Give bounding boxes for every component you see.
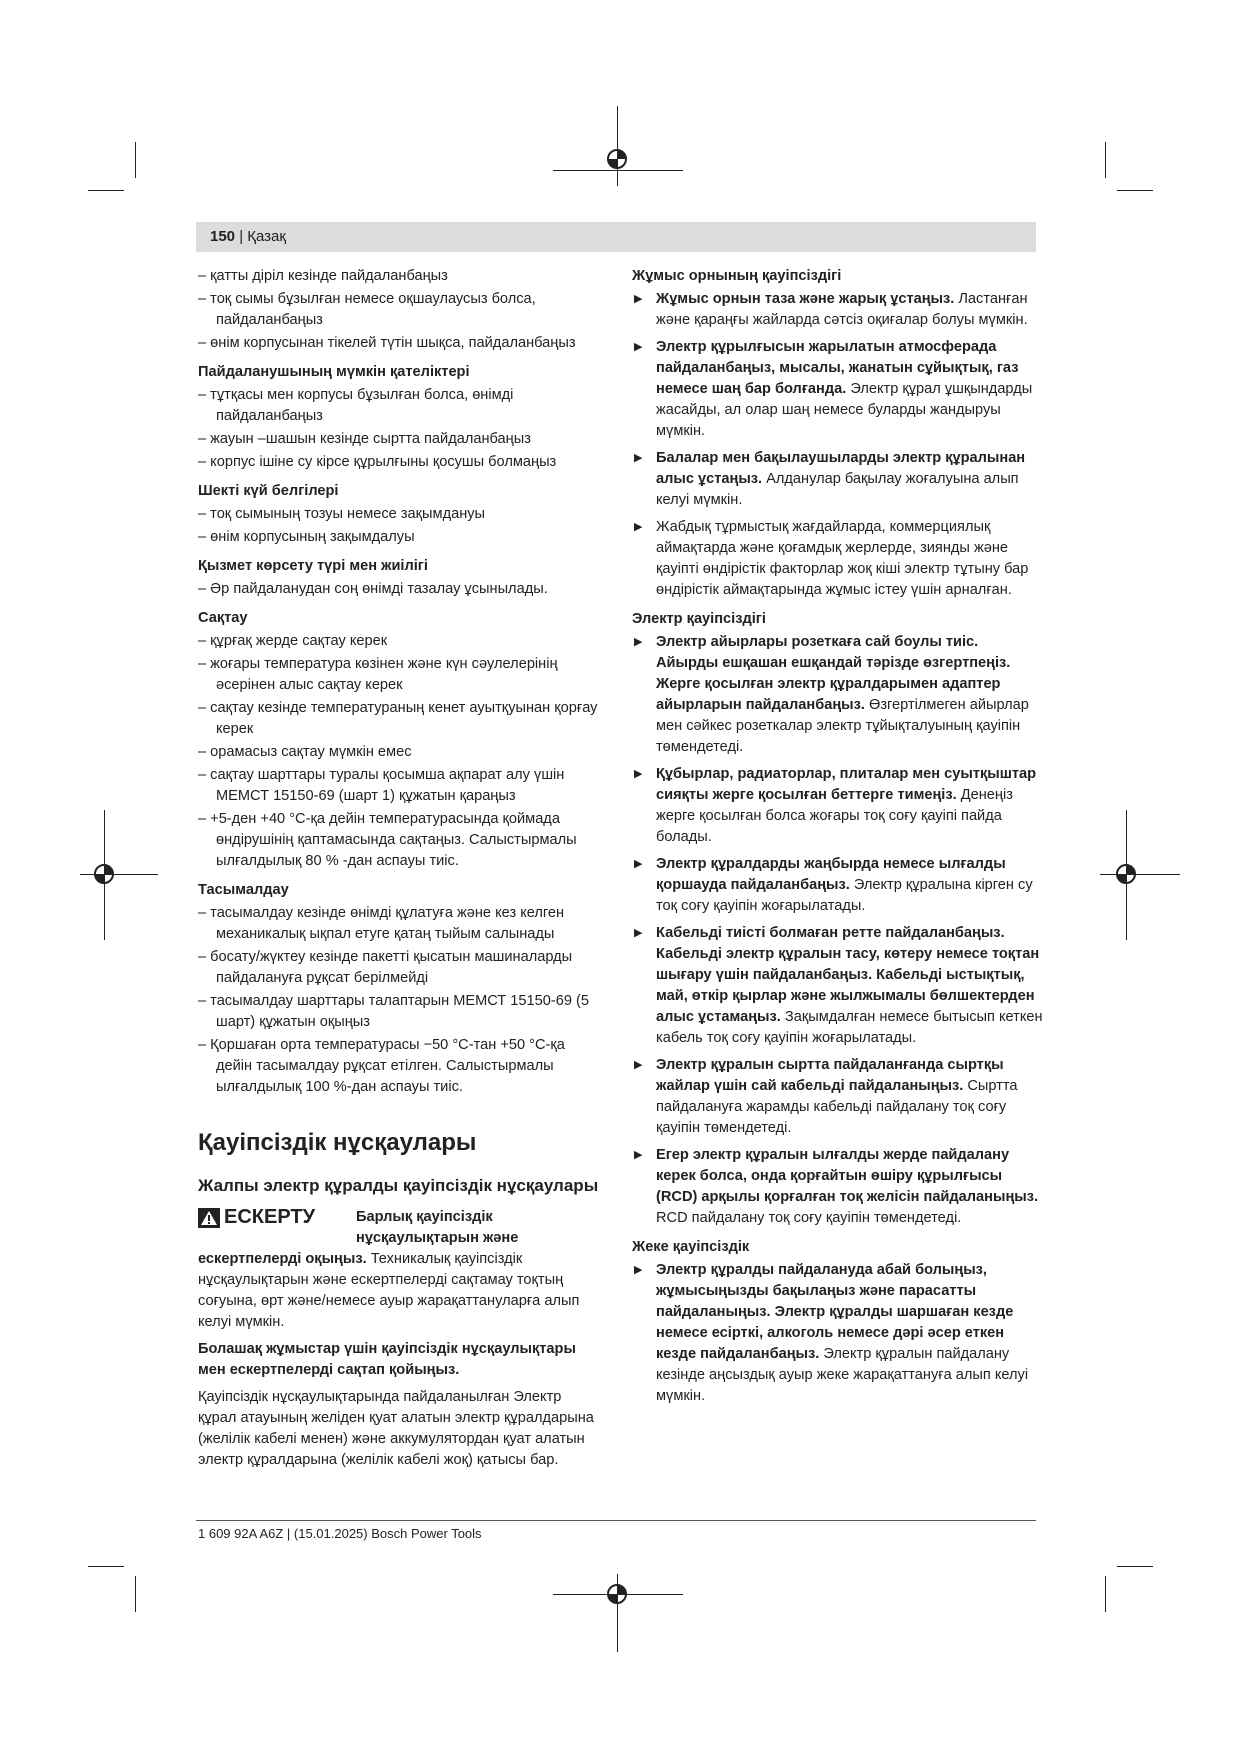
- keep-instructions: Болашақ жұмыстар үшін қауіпсіздік нұсқаулықтары мен ескертпелерді сақтап қойыңыз.: [198, 1341, 576, 1378]
- list-item: – жауын –шашын кезінде сыртта пайдаланбаңыз: [198, 431, 531, 447]
- bullet-triangle-icon: ▶: [634, 768, 643, 780]
- list-item: – тасымалдау шарттары талаптарын МЕМСТ 15150-69 (5 шарт) құжатын оқыңыз: [198, 993, 589, 1030]
- warning-badge: [198, 1207, 356, 1228]
- list-item: – жоғары температура көзінен және күн сәулелерінің әсерінен алыс сақтау керек: [198, 656, 558, 693]
- crop-mark: [88, 1566, 124, 1567]
- list-item: – босату/жүктеу кезінде пакетті қысатын машиналарды пайдалануға рұқсат берілмейді: [198, 949, 573, 986]
- bullet-item: ▶ Электр құрылғысын жарылатын атмосферада пайдаланбаңыз, мысалы, жанатын сұйықтық, газ немесе шаң бар болғанда. Электр құрал ұшқындарды жасайды, ал олар шаң немесе буларды жандыруы мүмкін.: [634, 339, 1033, 439]
- term-note: Қауіпсіздік нұсқаулықтарында пайдаланылған Электр құрал атауының желіден қуат алатын электр құралдарына (желілік кабелі менен) және аккумулятордан қуат алатын электр құралдарына (желілік кабелі жоқ) қатысы бар.: [198, 1389, 594, 1468]
- page-header: [196, 222, 1036, 252]
- section-heading: Пайдаланушының мүмкін қателіктері: [198, 364, 470, 380]
- bullet-item: ▶ Құбырлар, радиаторлар, плиталар мен суытқыштар сияқты жерге қосылған беттерге тимеңіз. Денеңіз жерге қосылған болса жоғары тоқ соғу қауіпі пайда болады.: [634, 766, 1037, 845]
- section-heading: Жұмыс орнының қауіпсіздігі: [632, 268, 842, 284]
- list-item: – тоқ сымының тозуы немесе зақымдануы: [198, 506, 486, 522]
- left-column: [198, 266, 600, 1477]
- subsection-title: Жалпы электр құралды қауіпсіздік нұсқаулары: [198, 1176, 599, 1195]
- section-heading: Электр қауіпсіздігі: [632, 611, 766, 627]
- bullet-item: ▶ Жабдық тұрмыстық жағдайларда, коммерциялық аймақтарда және қоғамдық жерлерде, зиянды және қауіпті өндірістік факторлар жоқ кіші электр тұтыну бар өндірістік аймақтарында жұмыс істеу үшін арналған.: [634, 519, 1029, 598]
- crop-mark: [135, 1576, 136, 1612]
- section-heading: Шекті күй белгілері: [198, 483, 339, 499]
- list-item: – корпус ішіне су кірсе құрылғыны қосушы болмаңыз: [198, 454, 557, 470]
- crop-mark: [88, 190, 124, 191]
- list-item: – сақтау шарттары туралы қосымша ақпарат алу үшін МЕМСТ 15150-69 (шарт 1) құжатын қараңыз: [198, 767, 565, 804]
- bullet-triangle-icon: ▶: [634, 1264, 643, 1276]
- crop-mark: [1117, 190, 1153, 191]
- header-language: Қазақ: [247, 228, 286, 245]
- bullet-triangle-icon: ▶: [634, 521, 643, 533]
- registration-target-icon: [606, 1583, 628, 1605]
- crop-mark: [1105, 1576, 1106, 1612]
- crop-mark: [1117, 1566, 1153, 1567]
- list-item: – Әр пайдаланудан соң өнімді тазалау ұсынылады.: [198, 581, 548, 597]
- page-footer: 1 609 92A A6Z | (15.01.2025) Bosch Power Tools: [198, 1526, 482, 1541]
- warning-body: Техникалық қауіпсіздік нұсқаулықтарын және ескертпелерді сақтамау тоқтың соғуына, өрт және/немесе ауыр жарақаттануларға алып келуі мүмкін.: [198, 1251, 580, 1330]
- bullet-triangle-icon: ▶: [634, 452, 643, 464]
- registration-line: [80, 874, 158, 875]
- bullet-item: ▶ Электр құралын сыртта пайдаланғанда сыртқы жайлар үшін сай кабельді пайдаланыңыз. Сыртта пайдалануға жарамды кабельді пайдалану тоқ соғу қауіпін төмендетеді.: [634, 1057, 1018, 1136]
- bullet-triangle-icon: ▶: [634, 636, 643, 648]
- bullet-triangle-icon: ▶: [634, 293, 643, 305]
- footer-divider: [196, 1520, 1036, 1521]
- list-item: – орамасыз сақтау мүмкін емес: [198, 744, 412, 760]
- bullet-triangle-icon: ▶: [634, 1059, 643, 1071]
- section-heading: Тасымалдау: [198, 882, 289, 898]
- section-heading: Сақтау: [198, 610, 248, 626]
- registration-line: [1100, 874, 1180, 875]
- warning-text: [198, 1249, 600, 1333]
- registration-target-icon: [1115, 863, 1137, 885]
- chapter-title: Қауіпсіздік нұсқаулары: [198, 1129, 477, 1156]
- warning-triangle-icon: [198, 1208, 220, 1228]
- list-item: – тұтқасы мен корпусы бұзылған болса, өнімді пайдаланбаңыз: [198, 387, 514, 424]
- bullet-item: ▶ Жұмыс орнын таза және жарық ұстаңыз. Ластанған және қараңғы жайларда сәтсіз оқиғалар болуы мүмкін.: [634, 291, 1028, 328]
- registration-line: [553, 170, 683, 171]
- registration-target-icon: [93, 863, 115, 885]
- list-item: – тоқ сымы бұзылған немесе оқшаулаусыз болса, пайдаланбаңыз: [198, 291, 536, 328]
- bullet-item: ▶ Электр құралды пайдалануда абай болыңыз, жұмысыңызды бақылаңыз және парасатты пайдаланыңыз. Электр құралды шаршаған кезде немесе есірткі, алкоголь немесе дәрі әсер еткен кезде пайдаланбаңыз. Электр құралын пайдалану кезінде аңсыздық ауыр жеке жарақаттануға алып келуі мүмкін.: [634, 1262, 1029, 1404]
- crop-mark: [1105, 142, 1106, 178]
- list-item: – өнім корпусынан тікелей түтін шықса, пайдаланбаңыз: [198, 335, 576, 351]
- list-item: – құрғақ жерде сақтау керек: [198, 633, 388, 649]
- bullet-triangle-icon: ▶: [634, 1149, 643, 1161]
- bullet-item: ▶ Балалар мен бақылаушыларды электр құралынан алыс ұстаңыз. Алданулар бақылау жоғалуына алып келуі мүмкін.: [634, 450, 1026, 508]
- list-item: – қатты діріл кезінде пайдаланбаңыз: [198, 268, 448, 284]
- list-item: – +5-ден +40 °C-қа дейін температурасында қоймада өндірушінің қаптамасында сақтаңыз. Салыстырмалы ылғалдылық 80 % -дан аспауы тиіс.: [198, 811, 577, 869]
- list-item: – өнім корпусының зақымдалуы: [198, 529, 415, 545]
- registration-line: [617, 106, 618, 186]
- bullet-triangle-icon: ▶: [634, 927, 643, 939]
- bullet-item: ▶ Электр айырлары розеткаға сай боулы тиіс. Айырды ешқашан ешқандай тәрізде өзгертпеңіз. Жерге қосылған электр құралдарымен адаптер айырларын пайдаланбаңыз. Өзгертілмеген айырлар мен сәйкес розеткалар электр тұйықталуының қауіпін төмендетеді.: [634, 634, 1029, 755]
- page-number: 150: [210, 228, 236, 245]
- bullet-triangle-icon: ▶: [634, 858, 643, 870]
- bullet-item: ▶ Электр құралдарды жаңбырда немесе ылғалды қоршауда пайдаланбаңыз. Электр құралына кірген су тоқ соғу қауіпін жоғарылатады.: [634, 856, 1033, 914]
- warning-block: [198, 1207, 600, 1249]
- header-separator: |: [235, 228, 248, 245]
- crop-mark: [135, 142, 136, 178]
- list-item: – сақтау кезінде температураның кенет ауытқуынан қорғау керек: [198, 700, 598, 737]
- section-heading: Жеке қауіпсіздік: [632, 1239, 750, 1255]
- warning-bold-1: Барлық қауіпсіздік нұсқаулықтарын және: [356, 1209, 519, 1246]
- section-heading: Қызмет көрсету түрі мен жиілігі: [198, 558, 428, 574]
- warning-label: ЕСКЕРТУ: [224, 1206, 316, 1228]
- registration-target-icon: [606, 148, 628, 170]
- bullet-item: ▶ Егер электр құралын ылғалды жерде пайдалану керек болса, онда қорғайтын өшіру құрылғысы (RCD) арқылы қорғалған тоқ желісін пайдаланыңыз. RCD пайдалану тоқ соғу қауіпін төмендетеді.: [634, 1147, 1039, 1226]
- warning-bold-2: ескертпелерді оқыңыз.: [198, 1251, 367, 1267]
- bullet-triangle-icon: ▶: [634, 341, 643, 353]
- bullet-item: ▶ Кабельді тиісті болмаған ретте пайдаланбаңыз. Кабельді электр құралын тасу, көтеру немесе тоқтан шығару үшін пайдаланбаңыз. Кабельді ыстықтық, май, өткір қырлар және жылжымалы бөлшектерден алыс ұстамаңыз. Зақымдалған немесе бытысып кеткен кабель тоқ соғу қауіпін жоғарылатады.: [634, 925, 1043, 1046]
- list-item: – Қоршаған орта температурасы −50 °C-тан +50 °C-қа дейін тасымалдау рұқсат етілген. Салыстырмалы ылғалдылық 100 %-дан аспауы тиіс.: [198, 1037, 565, 1095]
- right-column: [632, 266, 1044, 1413]
- list-item: – тасымалдау кезінде өнімді құлатуға және кез келген механикалық ықпал етуге қатаң тыйым салынады: [198, 905, 565, 942]
